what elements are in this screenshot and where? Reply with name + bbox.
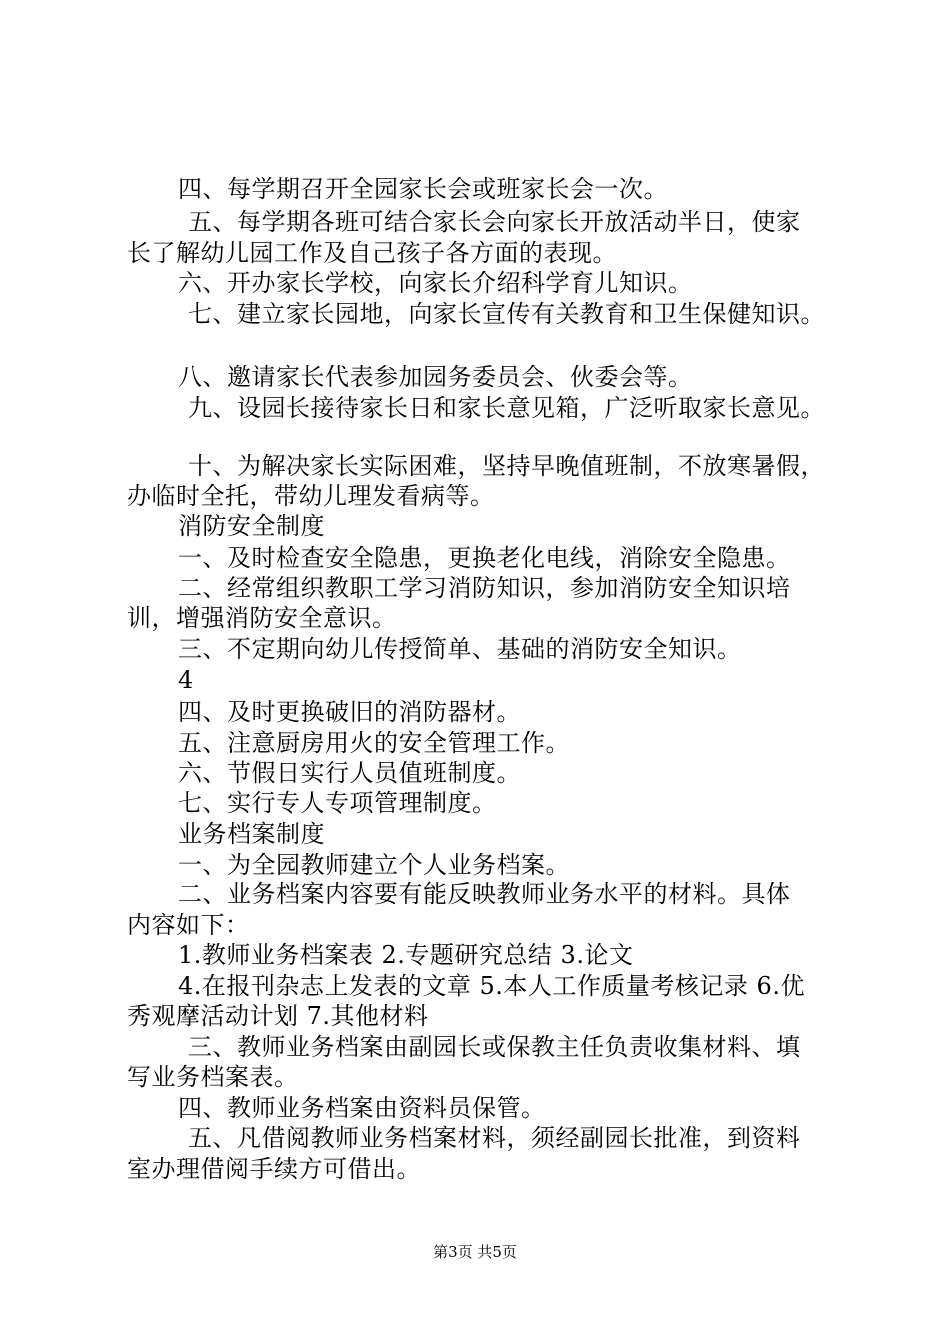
- paragraph-line: 七、实行专人专项管理制度。: [178, 789, 497, 817]
- paragraph-line: 六、开办家长学校，向家长介绍科学育儿知识。: [178, 269, 693, 297]
- paragraph-line: 训，增强消防安全意识。: [127, 604, 397, 632]
- paragraph-line: 4.在报刊杂志上发表的文章 5.本人工作质量考核记录 6.优: [178, 972, 805, 1000]
- paragraph-line: 十、为解决家长实际困难，坚持早晚值班制，不放寒暑假，: [188, 452, 825, 480]
- paragraph-line: 一、及时检查安全隐患，更换老化电线，消除安全隐患。: [178, 544, 791, 572]
- paragraph-line: 八、邀请家长代表参加园务委员会、伙委会等。: [178, 363, 693, 391]
- paragraph-line: 内容如下：: [127, 911, 250, 939]
- paragraph-line: 一、为全园教师建立个人业务档案。: [178, 851, 570, 879]
- paragraph-line: 秀观摩活动计划 7.其他材料: [127, 1002, 429, 1030]
- paragraph-line: 九、设园长接待家长日和家长意见箱，广泛听取家长意见。: [188, 394, 825, 422]
- paragraph-line: 三、不定期向幼儿传授简单、基础的消防安全知识。: [178, 635, 742, 663]
- page-footer: 第3页 共5页: [433, 1243, 517, 1261]
- paragraph-line: 四、每学期召开全园家长会或班家长会一次。: [178, 175, 668, 203]
- paragraph-line: 六、节假日实行人员值班制度。: [178, 759, 521, 787]
- paragraph-line: 1.教师业务档案表 2.专题研究总结 3.论文: [178, 941, 634, 969]
- paragraph-line: 四、及时更换破旧的消防器材。: [178, 698, 521, 726]
- paragraph-line: 五、凡借阅教师业务档案材料，须经副园长批准，到资料: [188, 1124, 801, 1152]
- paragraph-line: 五、每学期各班可结合家长会向家长开放活动半日，使家: [188, 208, 801, 236]
- paragraph-line: 七、建立家长园地，向家长宣传有关教育和卫生保健知识。: [188, 300, 825, 328]
- section-heading: 消防安全制度: [178, 512, 325, 540]
- paragraph-line: 室办理借阅手续方可借出。: [127, 1155, 421, 1183]
- paragraph-line: 办临时全托，带幼儿理发看病等。: [127, 482, 495, 510]
- paragraph-line: 二、经常组织教职工学习消防知识，参加消防安全知识培: [178, 574, 791, 602]
- paragraph-line: 四、教师业务档案由资料员保管。: [178, 1094, 546, 1122]
- paragraph-line: 五、注意厨房用火的安全管理工作。: [178, 729, 570, 757]
- paragraph-line: 二、业务档案内容要有能反映教师业务水平的材料。具体: [178, 880, 791, 908]
- paragraph-line: 长了解幼儿园工作及自己孩子各方面的表现。: [127, 239, 617, 267]
- paragraph-line: 三、教师业务档案由副园长或保教主任负责收集材料、填: [188, 1033, 801, 1061]
- section-heading: 业务档案制度: [178, 820, 325, 848]
- page-number-inline: 4: [178, 666, 194, 694]
- paragraph-line: 写业务档案表。: [127, 1063, 299, 1091]
